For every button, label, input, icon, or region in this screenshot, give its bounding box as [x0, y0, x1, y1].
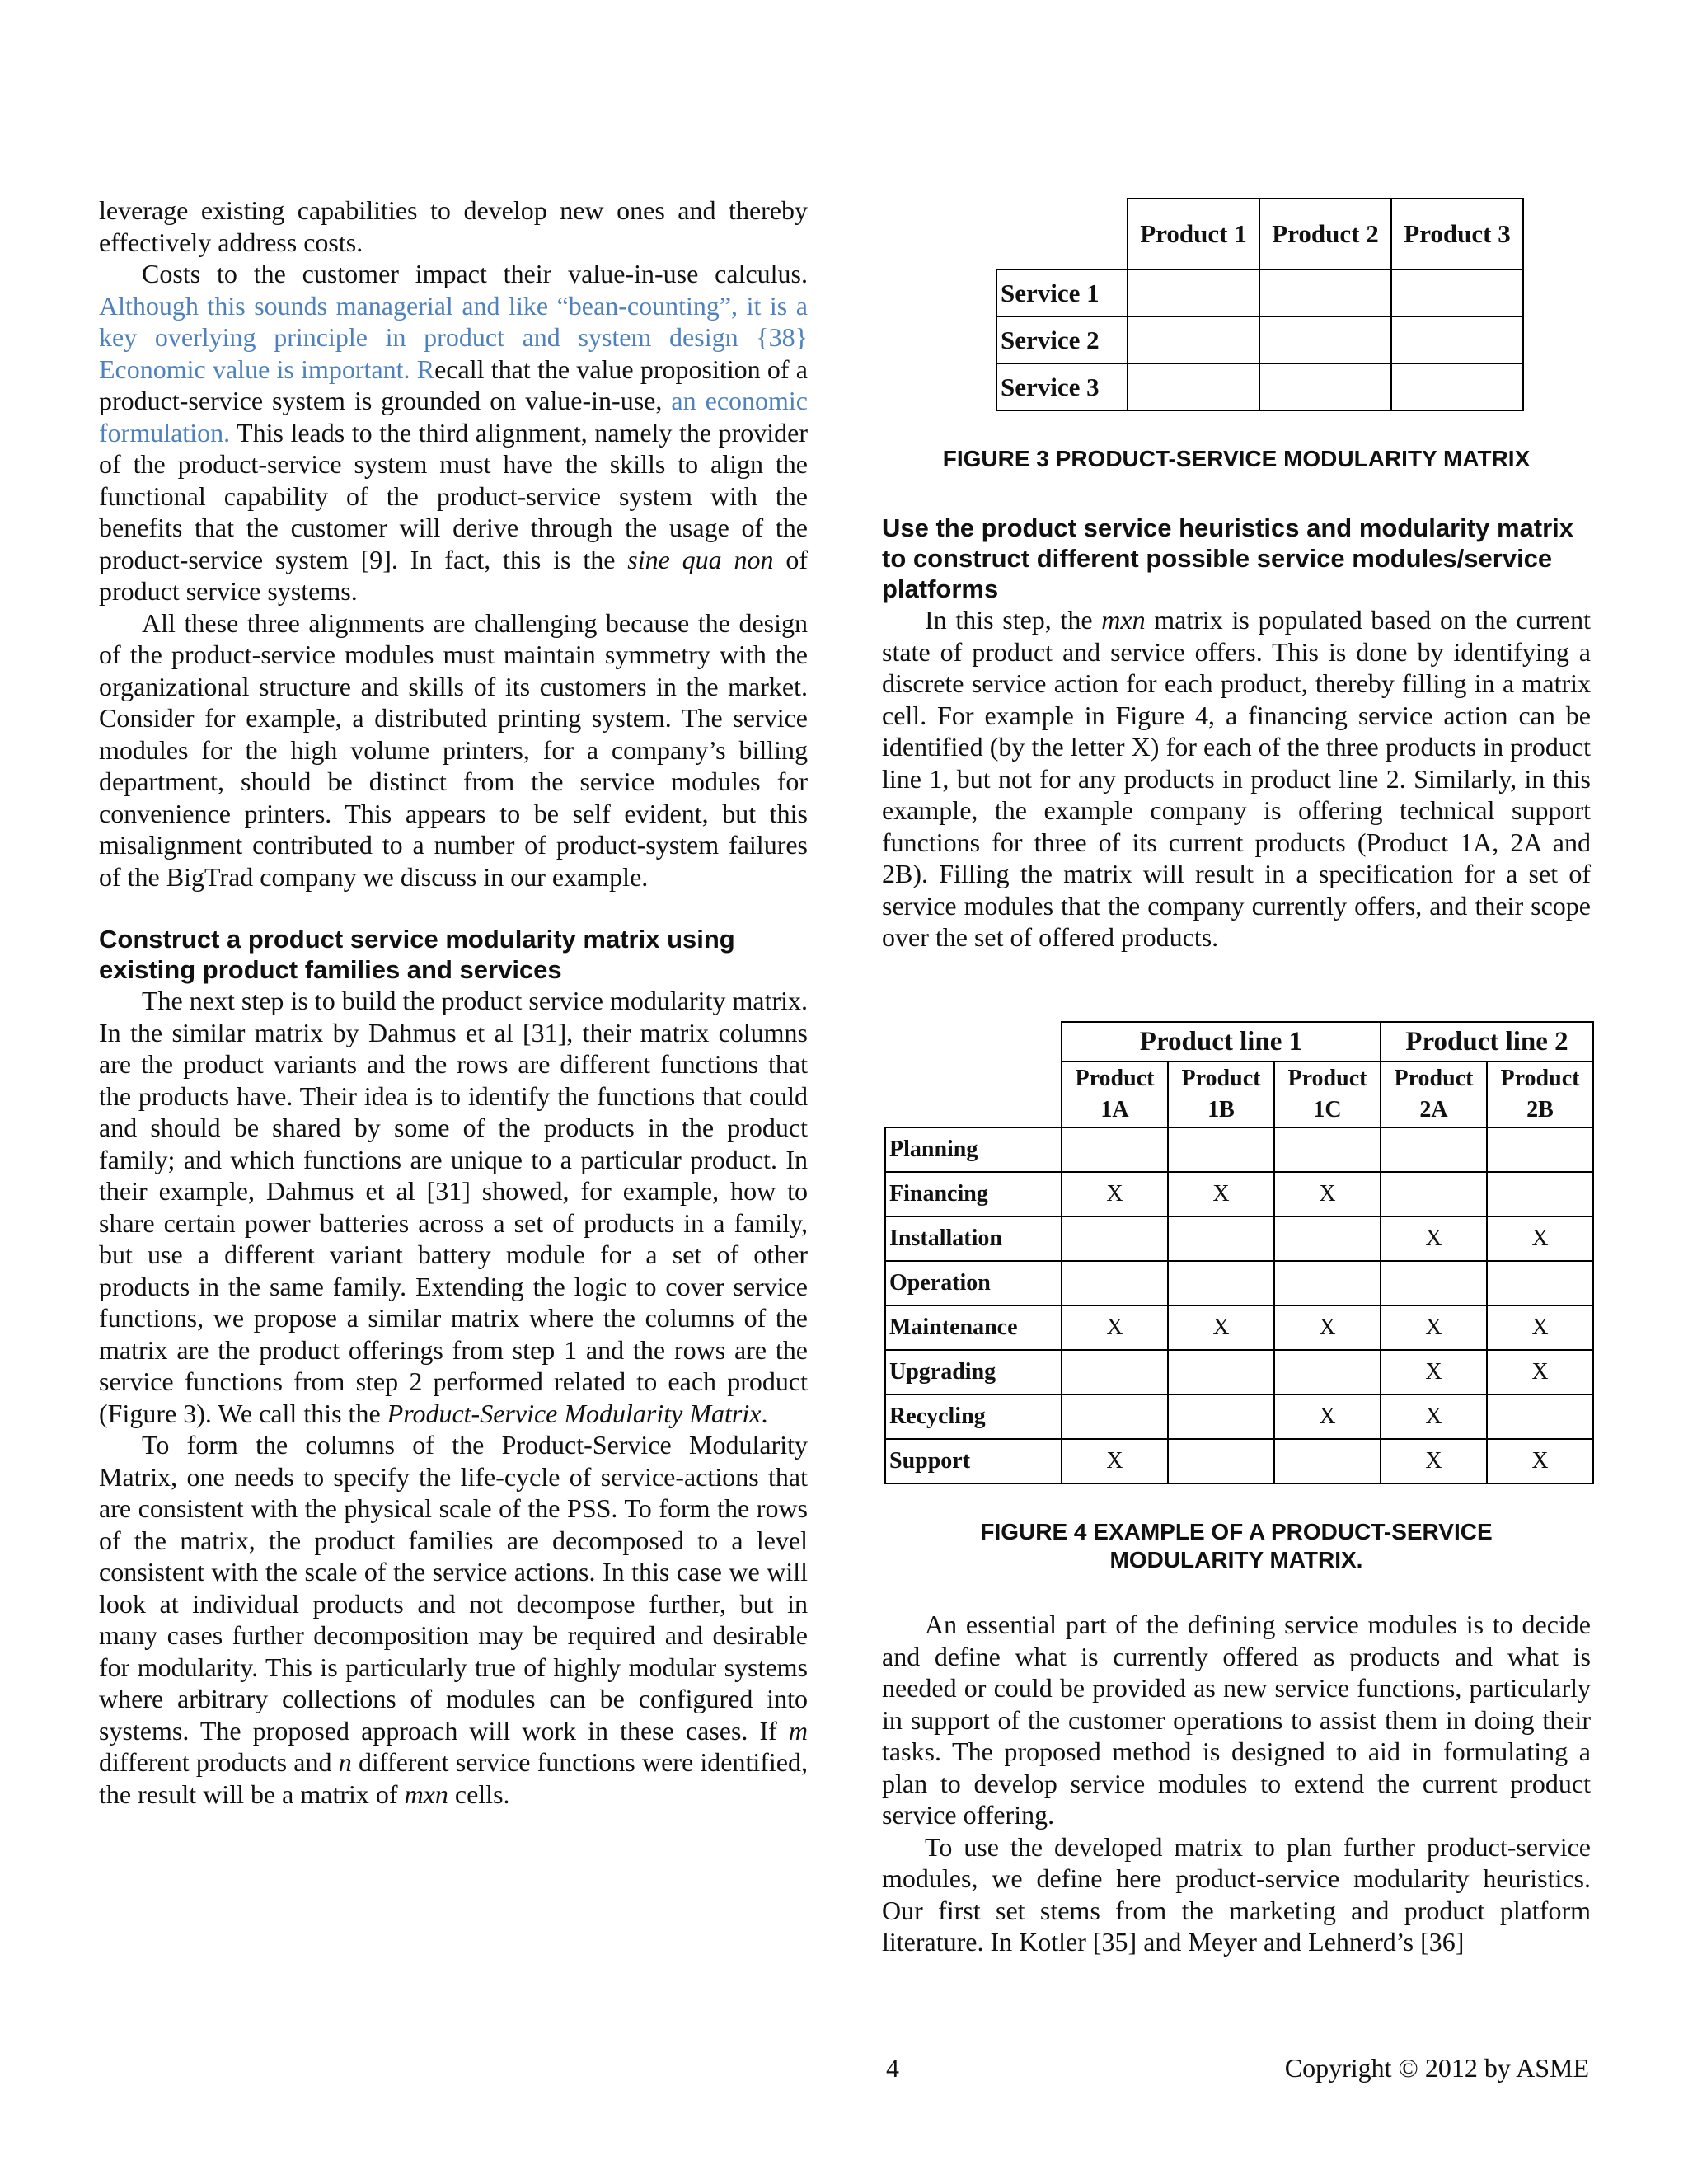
product-code: 1A [1100, 1097, 1129, 1122]
column-header: Product 3 [1391, 199, 1523, 269]
text-run: This leads to the third alignment, namely the provider of the product-service system must have the skills to align the functional capability of the product-service system with the benefits that the customer will derive through the usage of the product-service system [9]. In fact, this is the [99, 417, 808, 574]
row-header: Service 1 [996, 269, 1128, 316]
text-run: different service functions were identified, the result will be a matrix of [99, 1747, 809, 1809]
table-row [885, 1350, 1593, 1394]
table-corner [885, 1022, 1062, 1062]
table-cell [1128, 269, 1259, 316]
product-header [1381, 1062, 1487, 1127]
table-row [885, 1394, 1593, 1439]
table-row [885, 1172, 1593, 1216]
table-row [885, 1439, 1593, 1483]
right-column [882, 513, 1591, 954]
italic-text: mxn [1101, 605, 1146, 635]
paragraph: To use the developed matrix to plan further product-service modules, we define here product-service modularity heuristics. Our first set stems from the marketing and product platform literature. In Kotler [35] and Meyer and Lehnerd’s [36] [882, 1831, 1591, 1957]
row-header: Planning [885, 1127, 1062, 1172]
table-cell [1168, 1127, 1274, 1172]
table-row [885, 1216, 1593, 1261]
product-label: Product [1181, 1066, 1261, 1091]
table-cell [1274, 1261, 1381, 1305]
product-header [1168, 1062, 1274, 1127]
text-run: Costs to the customer impact their value-in-use calculus. [142, 259, 808, 288]
paragraph [882, 604, 1591, 954]
column-header: Product 2 [1259, 199, 1391, 269]
table-cell [1168, 1261, 1274, 1305]
figure-4-matrix [884, 1021, 1594, 1484]
table-cell [1274, 1216, 1381, 1261]
table-cell [1168, 1350, 1274, 1394]
paragraph: leverage existing capabilities to develop new ones and thereby effectively address costs. [99, 195, 808, 257]
table-cell [1259, 269, 1391, 316]
row-header: Installation [885, 1216, 1062, 1261]
product-header-row [885, 1062, 1593, 1127]
product-line-header: Product line 2 [1381, 1022, 1593, 1062]
text-run: cells. [448, 1779, 510, 1809]
row-header: Service 3 [996, 363, 1128, 410]
paragraph [99, 1429, 808, 1810]
section-heading: Use the product service heuristics and modularity matrix to construct different possible service modules/service platforms [882, 513, 1573, 603]
row-header: Service 2 [996, 316, 1128, 363]
table-cell [1274, 1127, 1381, 1172]
table-cell [1259, 316, 1391, 363]
table-cell [1391, 363, 1523, 410]
table-cell [1062, 1350, 1168, 1394]
table-cell [1487, 1261, 1593, 1305]
paragraph: All these three alignments are challenging because the design of the product-service modules must maintain symmetry with the organizational structure and skills of its customers in the market. Consider for example, a distributed printing system. The service modules for the high volume printers, for a company’s billing department, should be distinct from the service modules for convenience printers. This appears to be self evident, but this misalignment contributed to a number of product-system failures of the BigTrad company we discuss in our example. [99, 607, 808, 892]
right-column-lower [882, 1609, 1591, 1958]
highlighted-text: an economic formulation. [99, 386, 809, 448]
table-row [996, 316, 1523, 363]
text-run: of product service systems. [99, 544, 809, 606]
table-cell [1391, 269, 1523, 316]
row-header: Recycling [885, 1394, 1062, 1439]
left-column [99, 194, 808, 1810]
table-row [885, 1127, 1593, 1172]
figure-4-caption [882, 1518, 1591, 1574]
table-cell: X [1274, 1394, 1381, 1439]
highlighted-text: Although this sounds managerial and like “bean-counting”, it is a key overlying principle in product and system design {38} Economic value is important. R [99, 290, 808, 384]
product-line-header: Product line 1 [1062, 1022, 1381, 1062]
figure-3-matrix [996, 198, 1524, 411]
text-run: . [761, 1398, 768, 1428]
product-line-header-row [885, 1022, 1593, 1062]
table-cell [1381, 1261, 1487, 1305]
table-cell [1128, 363, 1259, 410]
product-label: Product [1075, 1066, 1155, 1091]
product-header [1062, 1062, 1168, 1127]
table-cell: X [1487, 1216, 1593, 1261]
paragraph [99, 258, 808, 607]
product-code: 1C [1313, 1097, 1342, 1122]
table-cell [1062, 1216, 1168, 1261]
table-cell [1168, 1216, 1274, 1261]
table-header-row [996, 199, 1523, 269]
product-label: Product [1287, 1066, 1367, 1091]
product-code: 1B [1207, 1097, 1235, 1122]
table-cell [1168, 1394, 1274, 1439]
table-cell: X [1274, 1305, 1381, 1350]
table-cell: X [1274, 1172, 1381, 1216]
column-header: Product 1 [1128, 199, 1259, 269]
product-header [1487, 1062, 1593, 1127]
row-header: Maintenance [885, 1305, 1062, 1350]
table-cell [1274, 1439, 1381, 1483]
table-cell: X [1062, 1305, 1168, 1350]
table-cell [1487, 1394, 1593, 1439]
table-row [885, 1261, 1593, 1305]
table-cell: X [1487, 1350, 1593, 1394]
table-cell [1487, 1127, 1593, 1172]
italic-text: n [338, 1747, 352, 1777]
table-cell: X [1381, 1439, 1487, 1483]
table-cell: X [1381, 1394, 1487, 1439]
row-header: Support [885, 1439, 1062, 1483]
text-run: In this step, the [925, 605, 1102, 635]
text-run: The next step is to build the product service modularity matrix. In the similar matrix by Dahmus et al [31], their matrix columns are the product variants and the rows are different functions that the products have. Their idea is to identify the functions that could and should be shared by some of the products in the product family; and which functions are unique to a particular product. In their example, Dahmus et al [31] showed, for example, how to share certain power batteries across a set of products in a family, but use a different variant battery module for a set of other products in the same family. Extending the logic to cover service functions, we propose a similar matrix where the columns of the matrix are the product offerings from step 1 and the rows are the service functions from step 2 performed related to each product (Figure 3). We call this the [99, 986, 808, 1428]
italic-text: Product-Service Modularity Matrix [387, 1398, 762, 1428]
product-label: Product [1394, 1066, 1474, 1091]
table-cell [1128, 316, 1259, 363]
table-row [996, 363, 1523, 410]
table-cell: X [1168, 1172, 1274, 1216]
table-cell: X [1381, 1350, 1487, 1394]
table-cell [1062, 1127, 1168, 1172]
row-header: Upgrading [885, 1350, 1062, 1394]
table-cell: X [1062, 1172, 1168, 1216]
paragraph: An essential part of the defining service modules is to decide and define what is currently offered as products and what is needed or could be provided as new service functions, particularly in support of the customer operations to assist them in doing their tasks. The proposed method is designed to aid in formulating a plan to develop service modules to extend the current product service offering. [882, 1610, 1591, 1830]
table-cell [1274, 1350, 1381, 1394]
table-cell: X [1168, 1305, 1274, 1350]
table-cell [1381, 1127, 1487, 1172]
table-cell: X [1062, 1439, 1168, 1483]
table-cell [1391, 316, 1523, 363]
table-row [996, 269, 1523, 316]
caption-line: MODULARITY MATRIX. [1109, 1547, 1363, 1572]
copyright: Copyright © 2012 by ASME [1284, 2053, 1589, 2083]
text-run: To form the columns of the Product-Service Modularity Matrix, one needs to specify the life-cycle of service-actions that are consistent with the physical scale of the PSS. To form the rows of the matrix, the product families are decomposed to a level consistent with the scale of the service actions. In this case we will look at individual products and not decompose further, but in many cases further decomposition may be required and desirable for modularity. This is particularly true of highly modular systems where arbitrary collections of modules can be configured into systems. The proposed approach will work in these cases. If [99, 1430, 808, 1746]
row-header: Financing [885, 1172, 1062, 1216]
italic-text: m [788, 1715, 808, 1746]
text-run: different products and [99, 1747, 339, 1777]
table-cell: X [1487, 1305, 1593, 1350]
table-cell [1381, 1172, 1487, 1216]
table-cell [1487, 1172, 1593, 1216]
table-cell: X [1381, 1305, 1487, 1350]
italic-text: mxn [404, 1779, 448, 1809]
text-run: ecall that the value proposition of a product-service system is grounded on value-in-use, [99, 354, 809, 415]
table-cell [1168, 1439, 1274, 1483]
product-code: 2B [1526, 1097, 1554, 1122]
table-cell [1259, 363, 1391, 410]
table-corner [885, 1062, 1062, 1127]
product-header [1274, 1062, 1381, 1127]
product-label: Product [1500, 1066, 1580, 1091]
figure-3-caption: FIGURE 3 PRODUCT-SERVICE MODULARITY MATRIX [942, 446, 1531, 471]
section-heading: Construct a product service modularity matrix using existing product families and services [99, 925, 735, 984]
table-corner [996, 199, 1128, 269]
italic-text: sine qua non [627, 544, 774, 574]
table-cell: X [1381, 1216, 1487, 1261]
text-run: matrix is populated based on the current state of product and service offers. This is done by identifying a discrete service action for each product, thereby filling in a matrix cell. For example in Figure 4, a financing service action can be identified (by the letter X) for each of the three products in product line 1, but not for any products in product line 2. Similarly, in this example, the example company is offering technical support functions for three of its current products (Product 1A, 2A and 2B). Filling the matrix will result in a specification for a set of service modules that the company currently offers, and their scope over the set of offered products. [882, 605, 1592, 952]
paragraph [99, 985, 808, 1429]
row-header: Operation [885, 1261, 1062, 1305]
product-code: 2A [1419, 1097, 1448, 1122]
page-number: 4 [886, 2053, 899, 2083]
caption-line: FIGURE 4 EXAMPLE OF A PRODUCT-SERVICE [980, 1519, 1493, 1544]
table-cell [1062, 1394, 1168, 1439]
table-cell: X [1487, 1439, 1593, 1483]
table-cell [1062, 1261, 1168, 1305]
table-row [885, 1305, 1593, 1350]
